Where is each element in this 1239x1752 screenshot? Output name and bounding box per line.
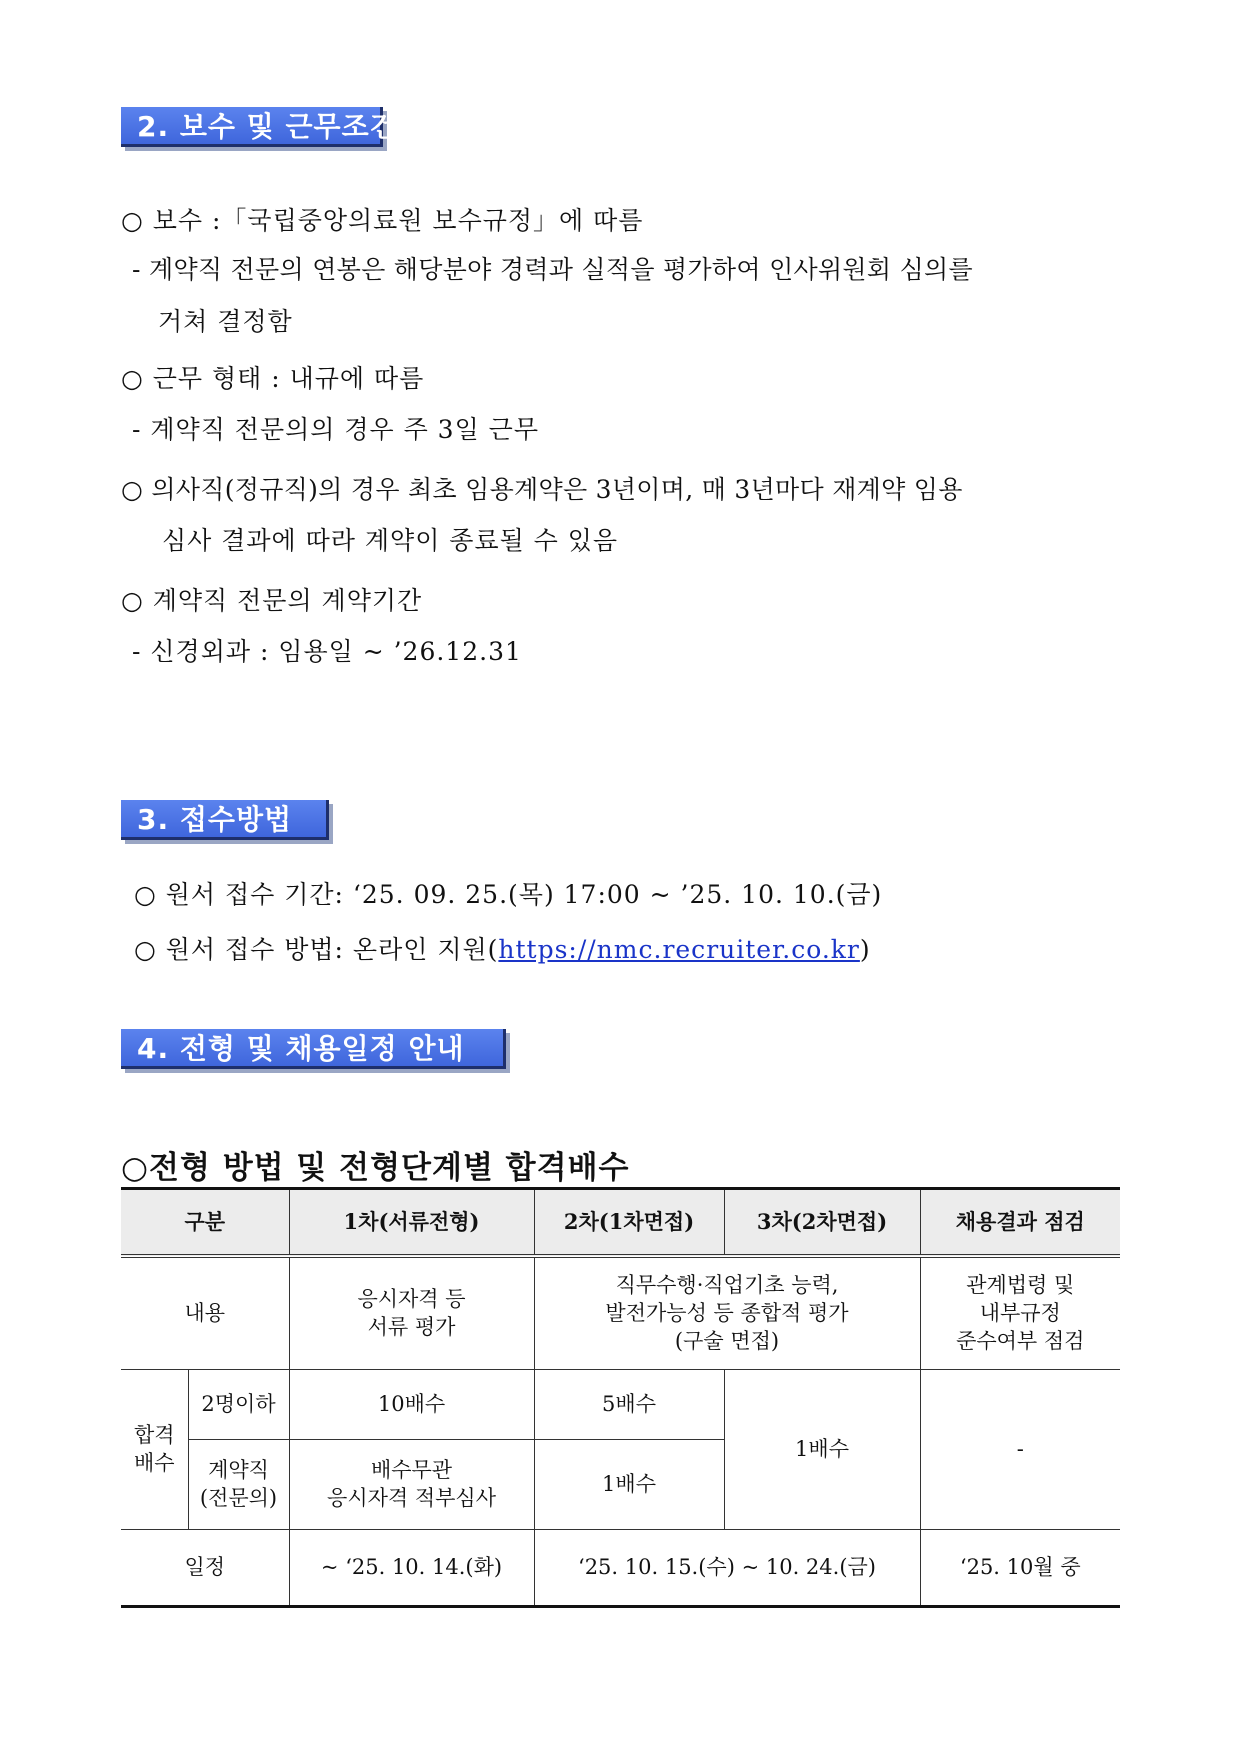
pass-stage-3: 1배수 — [724, 1369, 920, 1529]
content-label: 내용 — [121, 1256, 289, 1369]
header-stage-1: 1차(서류전형) — [289, 1189, 534, 1257]
pass-a-label: 2명이하 — [188, 1369, 289, 1439]
contract-term-line-cont: 심사 결과에 따라 계약이 종료될 수 있음 — [162, 526, 619, 555]
schedule-stage-2-3: ‘25. 10. 15.(수) ~ 10. 24.(금) — [534, 1529, 920, 1606]
schedule-label: 일정 — [121, 1529, 289, 1606]
table-row-schedule — [121, 1529, 1120, 1606]
content-result-check: 관계법령 및 내부규정 준수여부 점검 — [920, 1256, 1120, 1369]
application-method-close: ) — [859, 935, 871, 964]
header-stage-3: 3차(2차면접) — [724, 1189, 920, 1257]
schedule-subtitle: ○전형 방법 및 전형단계별 합격배수 — [121, 1150, 630, 1186]
section-heading-text: 4. 전형 및 채용일정 안내 — [137, 1032, 465, 1065]
pass-result-check: - — [920, 1369, 1120, 1529]
recruiter-link[interactable]: https://nmc.recruiter.co.kr — [498, 935, 860, 964]
pass-b-stage-2: 1배수 — [534, 1439, 724, 1529]
header-result-check: 채용결과 점검 — [920, 1189, 1120, 1257]
pass-b-stage-1: 배수무관 응시자격 적부심사 — [289, 1439, 534, 1529]
schedule-stage-1: ~ ‘25. 10. 14.(화) — [289, 1529, 534, 1606]
content-stage-1: 응시자격 등 서류 평가 — [289, 1256, 534, 1369]
contract-term-line: ○ 의사직(정규직)의 경우 최초 임용계약은 3년이며, 매 3년마다 재계약 임용 — [121, 475, 963, 504]
section-heading-compensation — [121, 107, 398, 147]
application-method-line — [134, 934, 871, 966]
salary-line: - 계약직 전문의 연봉은 해당분야 경력과 실적을 평가하여 인사위원회 심의를 — [132, 255, 973, 284]
neurosurgery-line: - 신경외과 : 임용일 ~ ’26.12.31 — [132, 637, 522, 666]
content-stage-2-3: 직무수행·직업기초 능력, 발전가능성 등 종합적 평가 (구술 면접) — [534, 1256, 920, 1369]
section-heading-application — [121, 800, 329, 840]
salary-line-cont: 거쳐 결정함 — [158, 307, 293, 336]
work-type-line: ○ 근무 형태 : 내규에 따름 — [121, 364, 425, 393]
schedule-result-check: ‘25. 10월 중 — [920, 1529, 1120, 1606]
pass-a-stage-2: 5배수 — [534, 1369, 724, 1439]
table-row-pass-a — [121, 1369, 1120, 1439]
header-stage-2: 2차(1차면접) — [534, 1189, 724, 1257]
application-period-line: ○ 원서 접수 기간: ‘25. 09. 25.(목) 17:00 ~ ’25. 10. 10.(금) — [134, 880, 883, 909]
pass-b-label: 계약직 (전문의) — [188, 1439, 289, 1529]
application-method-text: ○ 원서 접수 방법: 온라인 지원( — [134, 935, 499, 964]
table-header-row — [121, 1189, 1120, 1257]
pass-label: 합격 배수 — [121, 1369, 188, 1529]
selection-schedule-table — [121, 1187, 1120, 1608]
section-heading-text: 3. 접수방법 — [137, 803, 293, 836]
pass-a-stage-1: 10배수 — [289, 1369, 534, 1439]
contract-period-line: ○ 계약직 전문의 계약기간 — [121, 586, 423, 615]
header-category: 구분 — [121, 1189, 289, 1257]
table-row-content — [121, 1256, 1120, 1369]
work-days-line: - 계약직 전문의의 경우 주 3일 근무 — [132, 415, 539, 444]
pay-line: ○ 보수 :「국립중앙의료원 보수규정」에 따름 — [121, 206, 644, 235]
section-heading-text: 2. 보수 및 근무조건 — [137, 110, 398, 143]
section-heading-schedule — [121, 1029, 506, 1069]
